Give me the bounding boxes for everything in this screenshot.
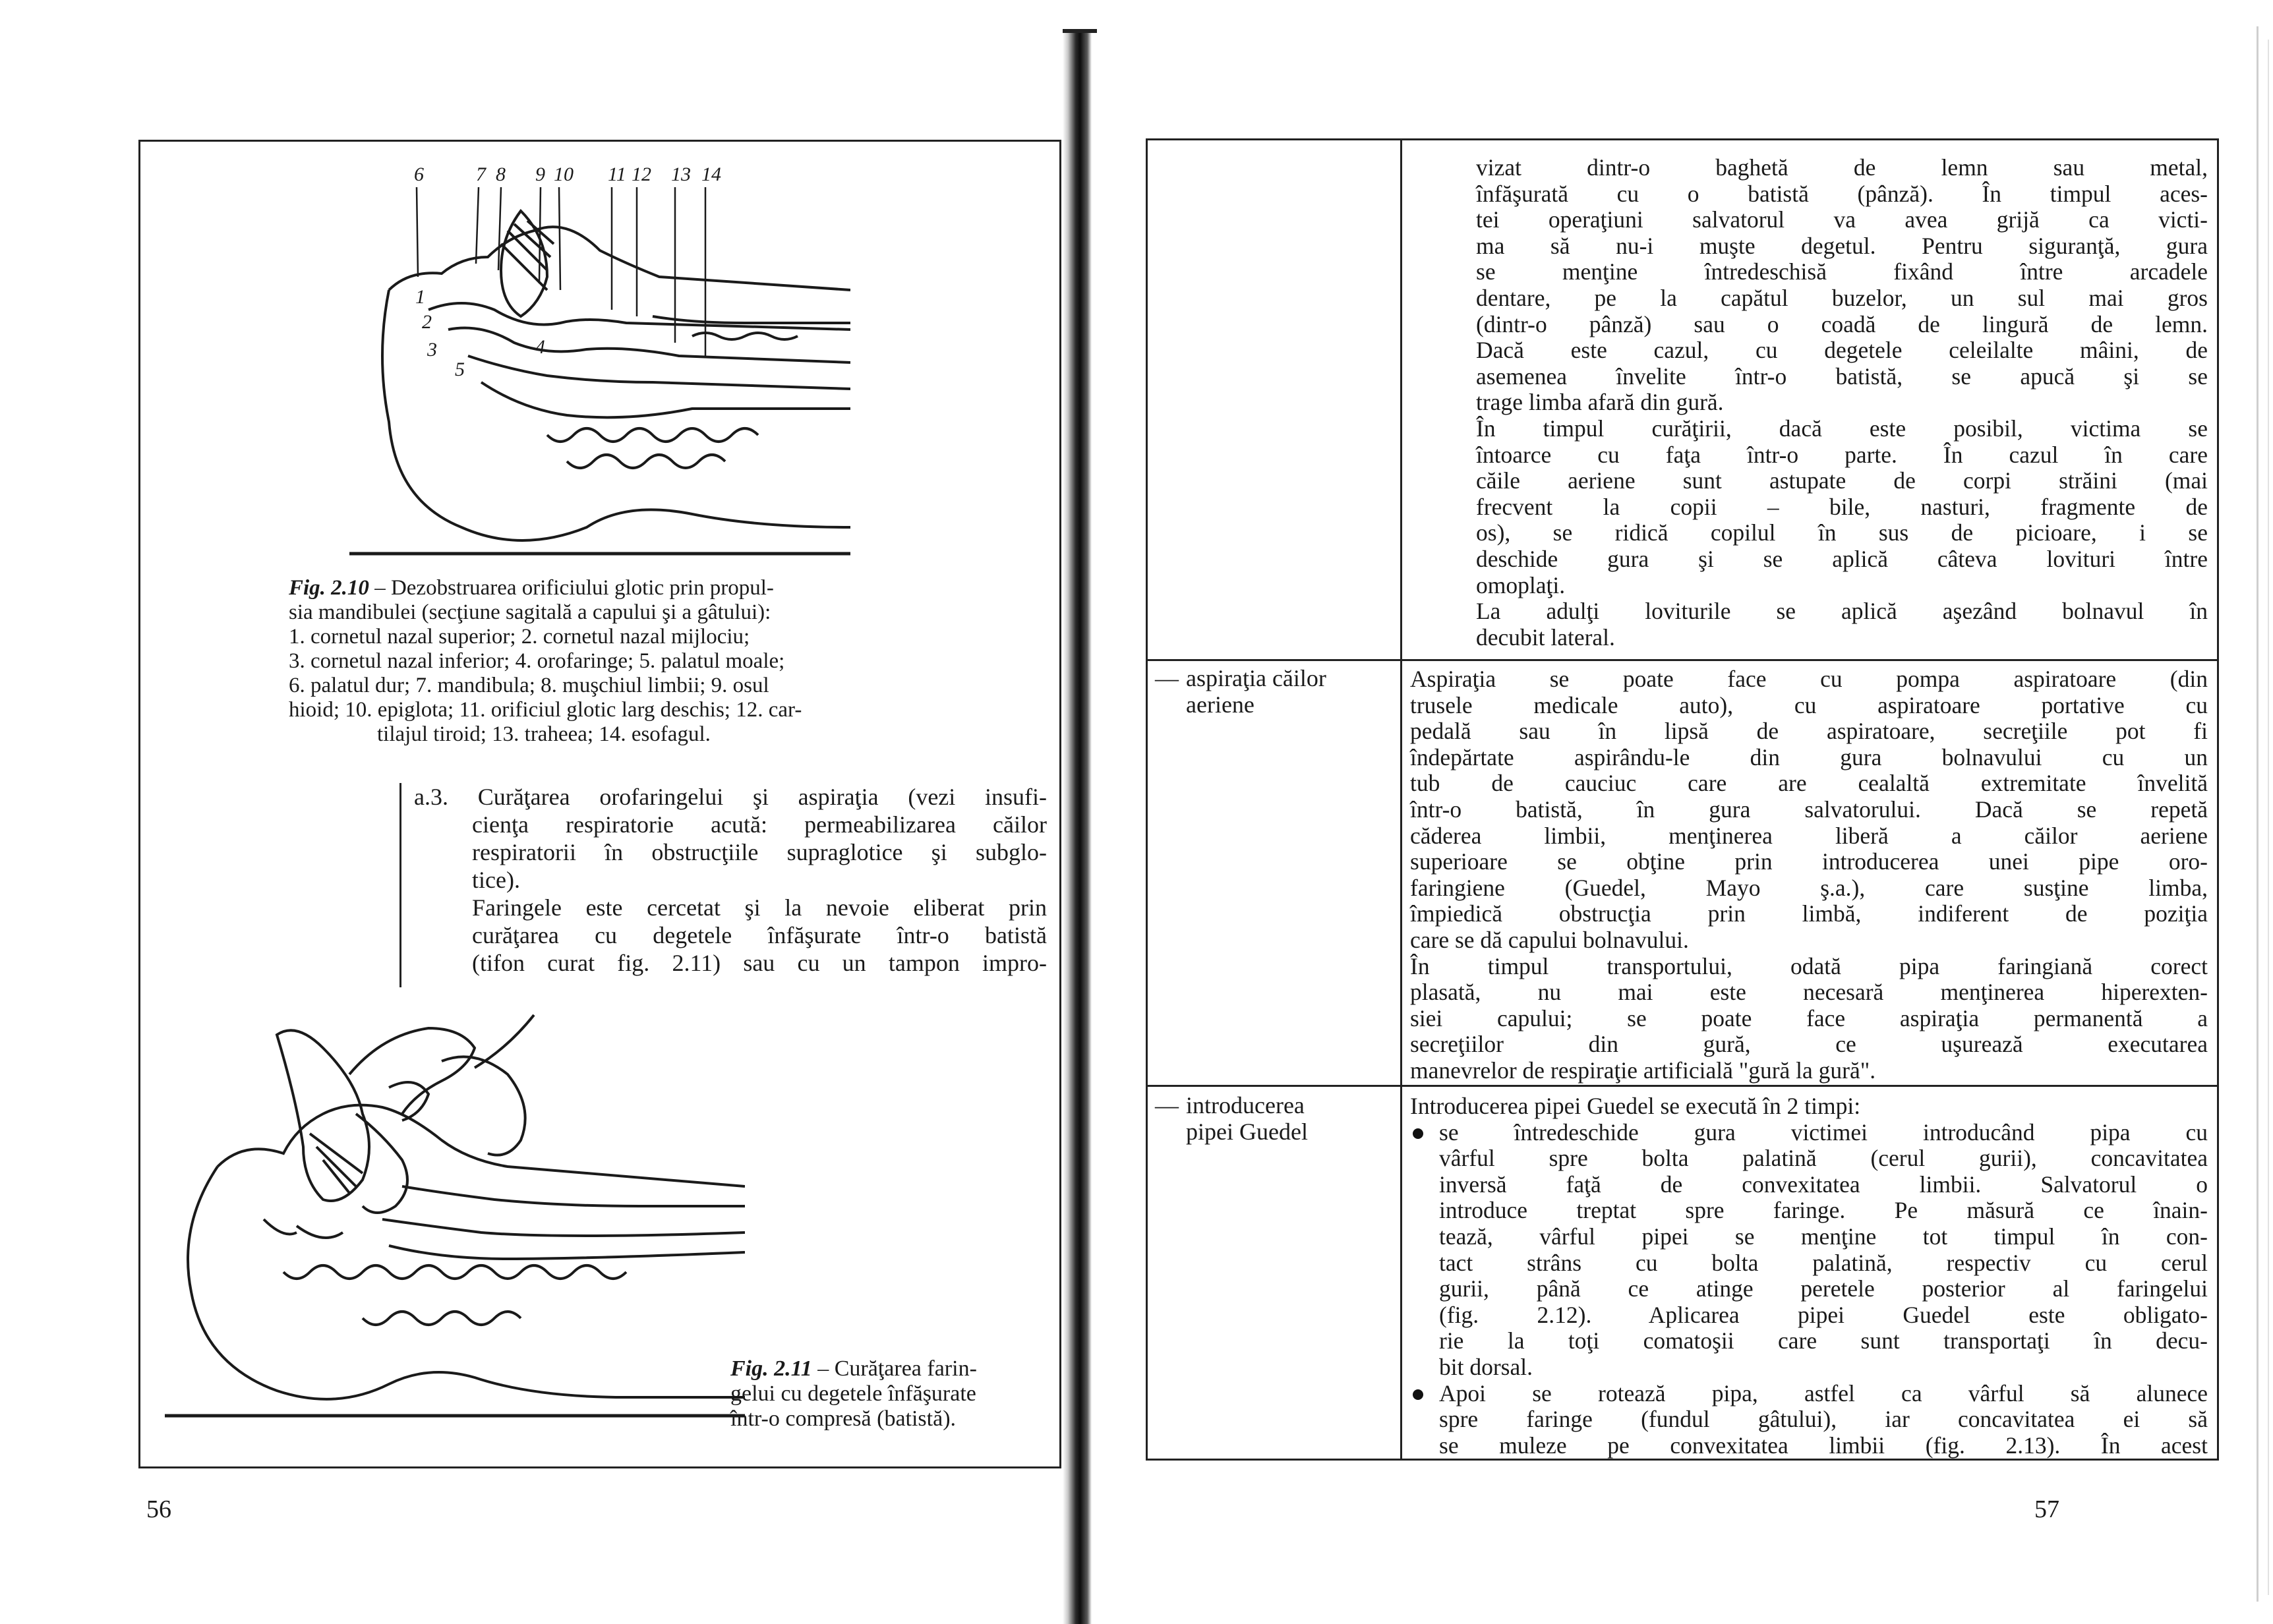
text-line: cienţa respiratorie acută: permeabilizarea căilor xyxy=(472,811,1047,838)
caption-line: tilajul tiroid; 13. traheea; 14. esofagul. xyxy=(377,722,711,746)
caption-line: Fig. 2.11 – Curăţarea farin- xyxy=(730,1356,977,1381)
page-edge xyxy=(2268,40,2269,1595)
text-line: vârful spre bolta palatină (cerul gurii), concavitatea xyxy=(1439,1145,2208,1172)
fig-number-6: 6 xyxy=(414,163,424,185)
text-line: Dacă este cazul, cu degetele celeilalte mâini, de xyxy=(1476,337,2208,364)
section-a3-text xyxy=(414,783,1047,977)
text-line: înfăşurată cu o batistă (pânză). În timpul aces- xyxy=(1476,180,2208,207)
caption-line: 3. cornetul nazal inferior; 4. orofaringe; 5. palatul moale; xyxy=(289,649,785,673)
procedure-table xyxy=(1146,138,2219,1461)
text-line: introduce treptat spre faringe. Pe măsură ce înain- xyxy=(1439,1197,2208,1224)
text-line: tei operaţiuni salvatorul va avea grijă ca victi- xyxy=(1476,206,2208,233)
text-line: respiratorii în obstrucţiile supraglotice şi subglo- xyxy=(472,839,1047,865)
text-line: asemenea învelite într-o batistă, se apucă şi se xyxy=(1476,362,2208,390)
figure-2-11-illustration xyxy=(165,1008,745,1424)
text-line: manevrelor de respiraţie artificială "gură la gură". xyxy=(1410,1057,1876,1084)
text-line: În timpul transportului, odată pipa faringiană corect xyxy=(1410,952,2208,979)
caption-line: gelui cu degetele înfăşurate xyxy=(730,1381,976,1406)
text-line: Faringele este cercetat şi la nevoie eliberat prin xyxy=(472,894,1047,921)
text-line: plasată, nu mai este necesară menţinerea hiperexten- xyxy=(1410,979,2208,1006)
text-line: se menţine întredeschisă fixând între arcadele xyxy=(1476,258,2208,285)
text-line: secreţiilor din gură, ce uşurează executarea xyxy=(1410,1031,2208,1058)
figure-2-11-caption xyxy=(730,1356,1051,1432)
caption-line: Fig. 2.10 – Dezobstruarea orificiului glotic prin propul- xyxy=(289,576,774,600)
text-line: deschide gura şi se aplică câteva lovituri între xyxy=(1476,545,2208,572)
text-line: faringiene (Guedel, Mayo ş.a.), care susţine limba, xyxy=(1410,874,2208,901)
text-line: a.3. Curăţarea orofaringelui şi aspiraţia (vezi insufi- xyxy=(414,784,1047,810)
text-line: inversă faţă de convexitatea limbii. Salvatorul o xyxy=(1439,1171,2208,1198)
text-line: spre faringe (fundul gâtului), iar concavitatea ei să xyxy=(1439,1406,2208,1433)
text-line: pedală sau în lipsă de aspiratoare, secreţiile pot fi xyxy=(1410,718,2208,745)
text-line: trusele medicale auto), cu aspiratoare portative cu xyxy=(1410,691,2208,718)
fig-number-14: 14 xyxy=(701,163,721,185)
text-line: trage limba afară din gură. xyxy=(1476,389,1724,416)
text-line: os), se ridică copilul în sus de picioare, i se xyxy=(1476,519,2208,546)
left-page xyxy=(0,0,1075,1624)
page-edge xyxy=(2257,26,2258,1602)
term-line: aeriene xyxy=(1186,691,1255,718)
fig-number-9: 9 xyxy=(535,163,545,185)
fig-number-12: 12 xyxy=(632,163,651,185)
fig-number-10: 10 xyxy=(554,163,574,185)
table-row-divider xyxy=(1148,659,2217,661)
text-line: Introducerea pipei Guedel se execută în 2 timpi: xyxy=(1410,1093,1861,1119)
text-line: tact strâns cu bolta palatină, respectiv cu cerul xyxy=(1439,1249,2208,1276)
term-line: aspiraţia căilor xyxy=(1186,665,1326,691)
text-line: dentare, pe la capătul buzelor, un sul mai gros xyxy=(1476,284,2208,311)
text-line: îndepărtate aspirându-le din gura bolnavului cu un xyxy=(1410,743,2208,770)
table-column-divider xyxy=(1400,140,1402,1459)
text-line: Aspiraţia se poate face cu pompa aspiratoare (din xyxy=(1410,666,2208,692)
figure-2-10-illustration xyxy=(349,158,850,567)
term-line: introducerea xyxy=(1186,1092,1305,1118)
text-line: se muleze pe convexitatea limbii (fig. 2.13). În acest xyxy=(1439,1432,2208,1459)
figure-2-10-caption xyxy=(289,576,866,747)
text-line: vizat dintr-o baghetă de lemn sau metal, xyxy=(1476,154,2208,181)
text-line: rie la toţi comatoşii care sunt transportaţi în decu- xyxy=(1439,1327,2208,1354)
text-line: căderea limbii, menţinerea liberă a căilor aeriene xyxy=(1410,822,2208,849)
text-line: împiedică obstrucţia prin limbă, indiferent de poziţia xyxy=(1410,900,2208,927)
table-row-2-term xyxy=(1148,665,1400,718)
text-line: superioare se obţine prin introducerea unei pipe oro- xyxy=(1410,848,2208,875)
caption-line: 1. cornetul nazal superior; 2. cornetul nazal mijlociu; xyxy=(289,625,750,649)
caption-line: 6. palatul dur; 7. mandibula; 8. muşchiul limbii; 9. osul xyxy=(289,674,769,697)
text-line: omoplaţi. xyxy=(1476,571,1566,598)
text-line: căile aeriene sunt astupate de corpi străini (mai xyxy=(1476,467,2208,494)
text-line: În timpul curăţirii, dacă este posibil, victima se xyxy=(1476,415,2208,442)
text-line: (fig. 2.12). Aplicarea pipei Guedel este obligato- xyxy=(1439,1301,2208,1328)
fig-number-5: 5 xyxy=(455,359,465,380)
section-marker-bar xyxy=(399,783,401,987)
text-line: tice). xyxy=(472,867,520,893)
text-line: tub de cauciuc care are cealaltă extremitate învelită xyxy=(1410,770,2208,797)
caption-line: într-o compresă (batistă). xyxy=(730,1406,957,1431)
text-line: bit dorsal. xyxy=(1439,1353,1533,1380)
text-line: într-o batistă, în gura salvatorului. Dacă se repetă xyxy=(1410,796,2208,823)
text-line: gurii, până ce atinge peretele posterior al faringelui xyxy=(1439,1275,2208,1302)
table-row-divider xyxy=(1148,1085,2217,1087)
table-row-3-content xyxy=(1410,1093,2208,1459)
text-line: La adulţi loviturile se aplică aşezând bolnavul în xyxy=(1476,598,2208,625)
text-line: Apoi se rotează pipa, astfel ca vârful să alunece xyxy=(1410,1381,2208,1407)
page-number-right: 57 xyxy=(2034,1495,2059,1523)
text-line: curăţarea cu degetele înfăşurate într-o batistă xyxy=(472,922,1047,948)
fig-number-2: 2 xyxy=(422,311,432,333)
fig-number-13: 13 xyxy=(671,163,691,185)
text-line: întoarce cu faţa într-o parte. În cazul în care xyxy=(1476,441,2208,468)
term-line: pipei Guedel xyxy=(1186,1118,1308,1145)
term-dash: — xyxy=(1155,1092,1179,1118)
caption-line: sia mandibulei (secţiune sagitală a capului şi a gâtului): xyxy=(289,600,771,624)
book-spine xyxy=(1063,33,1092,1624)
term-dash: — xyxy=(1155,665,1179,691)
table-row-1-content xyxy=(1476,155,2208,651)
text-line: tează, vârful pipei se menţine tot timpul în con- xyxy=(1439,1223,2208,1250)
text-line: care se dă capului bolnavului. xyxy=(1410,926,1689,953)
fig-number-11: 11 xyxy=(608,163,626,185)
text-line: decubit lateral. xyxy=(1476,624,1615,651)
fig-number-8: 8 xyxy=(496,163,506,185)
text-line: ma să nu-i muşte degetul. Pentru siguranţă, gura xyxy=(1476,232,2208,259)
table-row-2-content xyxy=(1410,666,2208,1084)
text-line: siei capului; se poate face aspiraţia permanentă a xyxy=(1410,1004,2208,1031)
fig-number-4: 4 xyxy=(535,336,545,358)
text-line: (dintr-o pânză) sau o coadă de lingură de lemn. xyxy=(1476,310,2208,337)
fig-number-3: 3 xyxy=(427,339,437,361)
text-line: se întredeschide gura victimei introducând pipa cu xyxy=(1410,1120,2208,1146)
text-line: frecvent la copii – bile, nasturi, fragmente de xyxy=(1476,493,2208,520)
caption-line: hioid; 10. epiglota; 11. orificiul glotic larg deschis; 12. car- xyxy=(289,698,802,722)
table-row-3-term xyxy=(1148,1092,1400,1145)
text-line: (tifon curat fig. 2.11) sau cu un tampon impro- xyxy=(472,950,1047,976)
page-number-left: 56 xyxy=(146,1495,171,1523)
fig-number-7: 7 xyxy=(476,163,486,185)
fig-number-1: 1 xyxy=(415,286,425,308)
